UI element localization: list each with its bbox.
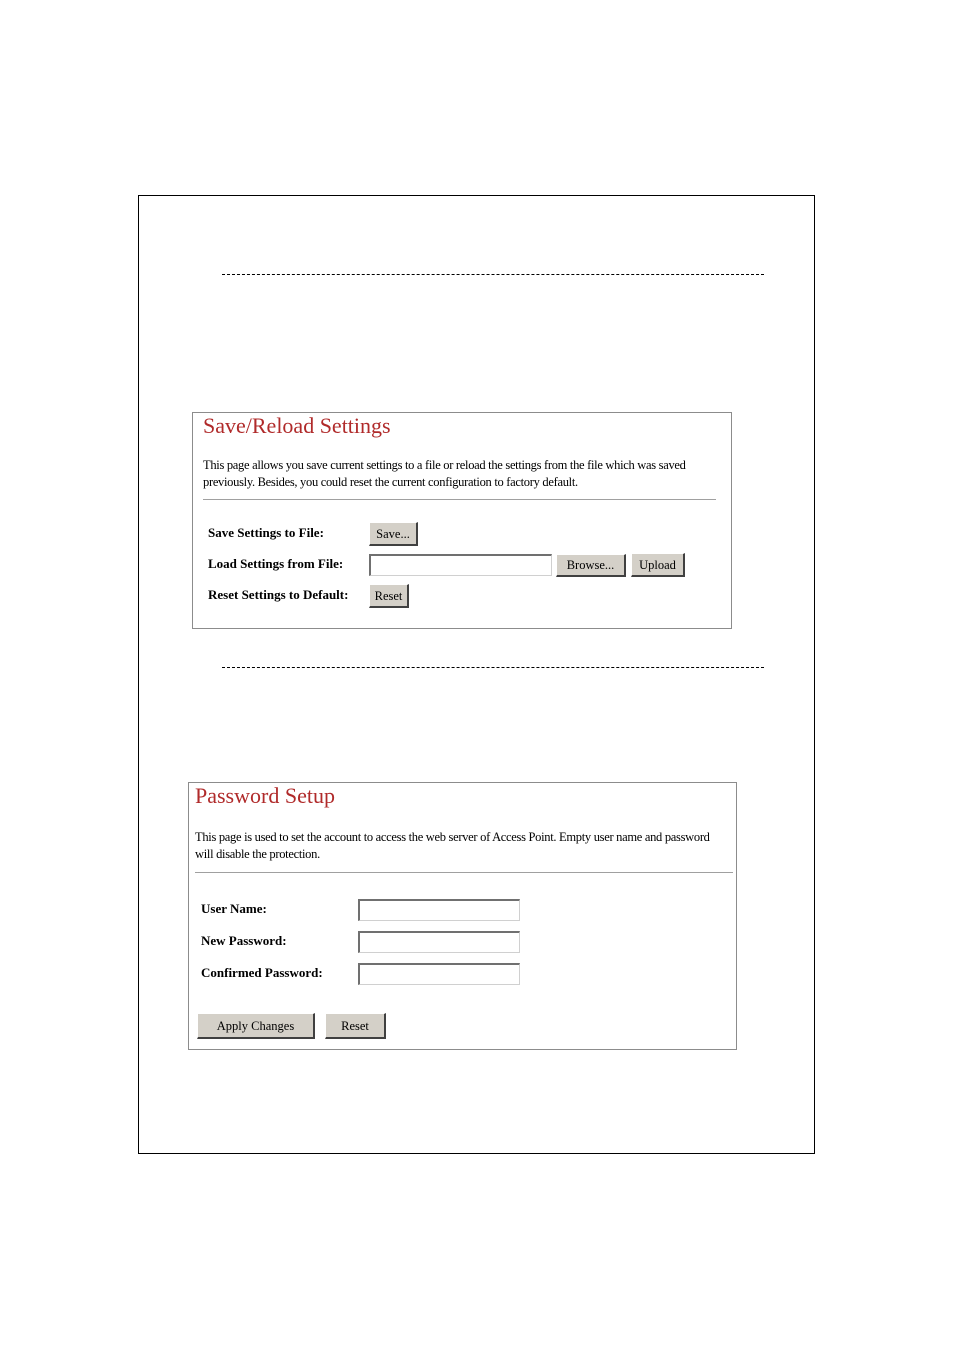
apply-changes-button[interactable]: Apply Changes bbox=[197, 1013, 315, 1039]
save-settings-label: Save Settings to File: bbox=[208, 525, 324, 540]
reset-settings-label: Reset Settings to Default: bbox=[208, 587, 349, 602]
load-settings-label: Load Settings from File: bbox=[208, 556, 344, 571]
password-setup-panel bbox=[188, 782, 737, 1050]
section-divider-middle bbox=[222, 667, 764, 668]
password-reset-button[interactable]: Reset bbox=[325, 1013, 386, 1039]
password-setup-description: This page is used to set the account to access the web server of Access Point. Empty user name and password will disable the protection. bbox=[195, 830, 710, 861]
browse-button[interactable]: Browse... bbox=[556, 554, 626, 577]
new-password-input[interactable] bbox=[358, 931, 520, 953]
save-button[interactable]: Save... bbox=[369, 522, 418, 546]
confirmed-password-input[interactable] bbox=[358, 963, 520, 985]
confirmed-password-label: Confirmed Password: bbox=[201, 965, 323, 980]
save-reload-title: Save/Reload Settings bbox=[203, 413, 391, 438]
save-reload-separator bbox=[203, 499, 716, 500]
user-name-input[interactable] bbox=[358, 899, 520, 921]
save-reload-description: This page allows you save current settings to a file or reload the settings from the file which was saved previously. Besides, you could reset the current configuration to factory default. bbox=[203, 458, 686, 489]
user-name-label: User Name: bbox=[201, 901, 267, 916]
section-divider-top bbox=[222, 274, 764, 275]
password-setup-title: Password Setup bbox=[195, 783, 335, 808]
password-setup-separator bbox=[195, 872, 733, 873]
settings-file-input[interactable] bbox=[369, 554, 552, 576]
save-reload-panel bbox=[192, 412, 732, 629]
reset-to-default-button[interactable]: Reset bbox=[369, 584, 409, 608]
upload-button[interactable]: Upload bbox=[631, 553, 685, 577]
new-password-label: New Password: bbox=[201, 933, 287, 948]
